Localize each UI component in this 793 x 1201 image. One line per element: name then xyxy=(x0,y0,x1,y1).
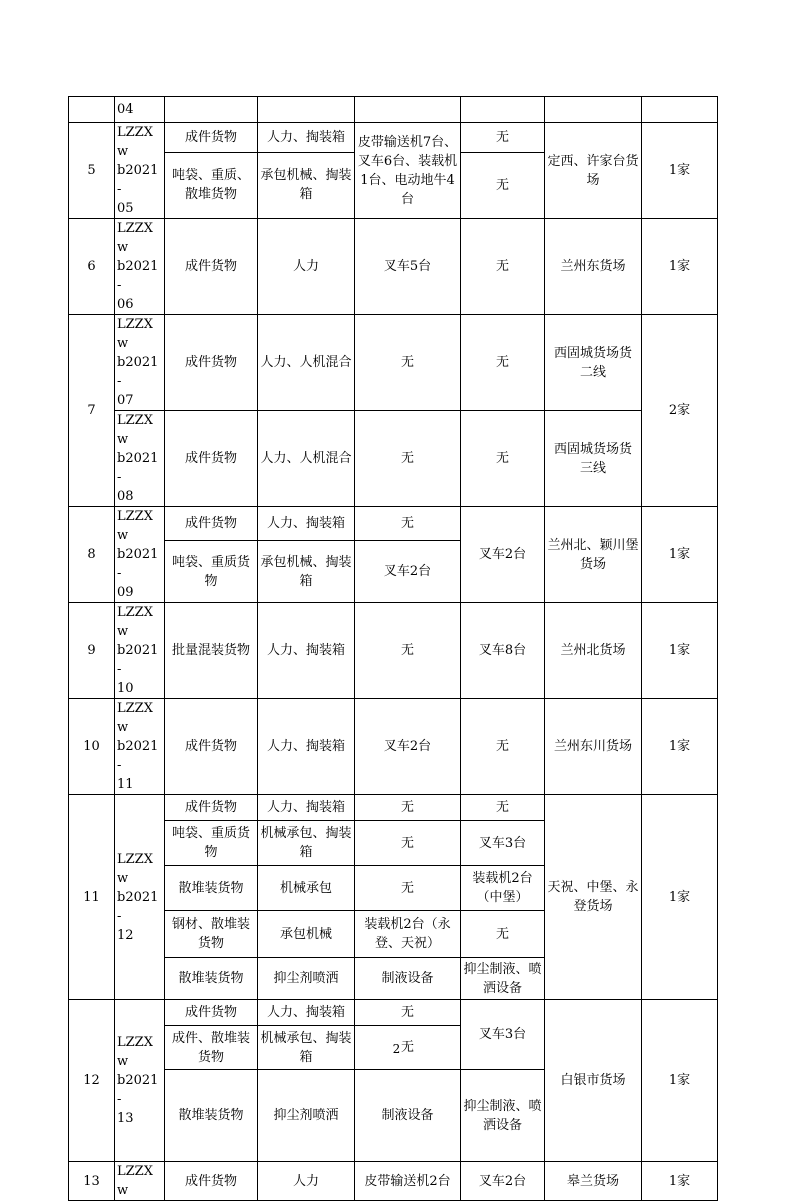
cargo-cell: 成件、散堆装 货物 xyxy=(165,1026,258,1070)
cargo-cell: 成件货物 xyxy=(165,315,258,411)
table-row xyxy=(69,507,718,541)
page-number: 2 xyxy=(392,1042,401,1056)
equipment2-cell: 无 xyxy=(461,315,545,411)
row-number: 13 xyxy=(69,1162,115,1201)
place-cell: 皋兰货场 xyxy=(545,1162,642,1201)
method-cell: 人力、掏装箱 xyxy=(258,795,355,821)
cargo-cell: 成件货物 xyxy=(165,699,258,795)
method-cell: 人力、掏装箱 xyxy=(258,1000,355,1026)
table-row xyxy=(69,219,718,315)
cargo-cell: 成件货物 xyxy=(165,219,258,315)
equipment-cell: 无 xyxy=(355,603,461,699)
cargo-cell: 散堆装货物 xyxy=(165,866,258,911)
method-cell: 人力、人机混合 xyxy=(258,315,355,411)
equipment-cell: 无 xyxy=(355,795,461,821)
row-code: LZZXw xyxy=(115,1162,165,1201)
equipment-cell: 无 xyxy=(355,1026,461,1070)
equipment-cell: 无 xyxy=(355,821,461,866)
row-code: LZZXw b2021- 07 xyxy=(115,315,165,411)
method-cell: 人力、掏装箱 xyxy=(258,123,355,153)
count-cell: 1家 xyxy=(642,219,718,315)
equipment-cell: 皮带输送机7台、 叉车6台、装载机 1台、电动地牛4 台 xyxy=(355,123,461,219)
table-row xyxy=(69,699,718,795)
equipment-cell: 叉车2台 xyxy=(355,541,461,603)
equipment2-cell: 叉车2台 xyxy=(461,507,545,603)
equipment2-cell: 无 xyxy=(461,123,545,153)
method-cell: 人力 xyxy=(258,1162,355,1201)
table-row xyxy=(69,1162,718,1201)
cargo-cell: 成件货物 xyxy=(165,795,258,821)
equipment2-cell: 无 xyxy=(461,795,545,821)
method-cell: 机械承包、掏装 箱 xyxy=(258,821,355,866)
method-cell: 人力、掏装箱 xyxy=(258,507,355,541)
equipment2-cell: 无 xyxy=(461,411,545,507)
equipment2-cell: 叉车3台 xyxy=(461,1000,545,1070)
equipment-cell: 装载机2台（永 登、天祝） xyxy=(355,911,461,958)
equipment-cell: 叉车5台 xyxy=(355,219,461,315)
place-cell: 定西、许家台货 场 xyxy=(545,123,642,219)
place-cell: 兰州北、颖川堡 货场 xyxy=(545,507,642,603)
table-row xyxy=(69,603,718,699)
method-cell: 承包机械、掏装 箱 xyxy=(258,541,355,603)
equipment2-cell: 装载机2台 （中堡） xyxy=(461,866,545,911)
cargo-cell: 成件货物 xyxy=(165,1000,258,1026)
row-number: 10 xyxy=(69,699,115,795)
row-code: LZZXw b2021- 06 xyxy=(115,219,165,315)
count-cell: 1家 xyxy=(642,699,718,795)
cargo-cell: 成件货物 xyxy=(165,507,258,541)
row-number: 9 xyxy=(69,603,115,699)
equipment2-cell: 叉车3台 xyxy=(461,821,545,866)
row-code: LZZXw b2021- 08 xyxy=(115,411,165,507)
cargo-cell: 吨袋、重质、 散堆货物 xyxy=(165,152,258,218)
equipment2-cell: 无 xyxy=(461,152,545,218)
equipment2-cell: 抑尘制液、喷 洒设备 xyxy=(461,1070,545,1162)
cargo-cell: 成件货物 xyxy=(165,1162,258,1201)
place-cell: 西固城货场货 二线 xyxy=(545,315,642,411)
row-number: 6 xyxy=(69,219,115,315)
table-row xyxy=(69,97,718,123)
row-number: 7 xyxy=(69,315,115,507)
table-row xyxy=(69,411,718,507)
cargo-cell: 成件货物 xyxy=(165,411,258,507)
cargo-cell: 散堆装货物 xyxy=(165,1070,258,1162)
place-cell: 天祝、中堡、永 登货场 xyxy=(545,795,642,1000)
equipment-cell: 叉车2台 xyxy=(355,699,461,795)
place-cell: 西固城货场货 三线 xyxy=(545,411,642,507)
method-cell: 承包机械、掏装 箱 xyxy=(258,152,355,218)
row-code: LZZXw b2021- 09 xyxy=(115,507,165,603)
count-cell: 1家 xyxy=(642,507,718,603)
method-cell: 承包机械 xyxy=(258,911,355,958)
table-row xyxy=(69,123,718,153)
count-cell: 1家 xyxy=(642,123,718,219)
count-cell: 1家 xyxy=(642,1162,718,1201)
cargo-cell: 吨袋、重质货 物 xyxy=(165,541,258,603)
method-cell: 抑尘剂喷洒 xyxy=(258,1070,355,1162)
place-cell: 白银市货场 xyxy=(545,1000,642,1162)
equipment-cell: 制液设备 xyxy=(355,1070,461,1162)
method-cell: 人力、掏装箱 xyxy=(258,699,355,795)
equipment-cell: 制液设备 xyxy=(355,958,461,1000)
cargo-cell: 散堆装货物 xyxy=(165,958,258,1000)
cargo-cell: 批量混装货物 xyxy=(165,603,258,699)
equipment-cell: 无 xyxy=(355,411,461,507)
place-cell: 兰州东货场 xyxy=(545,219,642,315)
row-number: 5 xyxy=(69,123,115,219)
row-code: LZZXw b2021- 05 xyxy=(115,123,165,219)
table-row xyxy=(69,1000,718,1026)
row-code: 04 xyxy=(115,97,165,123)
place-cell: 兰州东川货场 xyxy=(545,699,642,795)
count-cell: 1家 xyxy=(642,795,718,1000)
place-cell: 兰州北货场 xyxy=(545,603,642,699)
equipment2-cell: 抑尘制液、喷 洒设备 xyxy=(461,958,545,1000)
row-code: LZZXw b2021- 10 xyxy=(115,603,165,699)
method-cell: 人力 xyxy=(258,219,355,315)
cargo-cell: 吨袋、重质货 物 xyxy=(165,821,258,866)
count-cell: 1家 xyxy=(642,603,718,699)
method-cell: 人力、人机混合 xyxy=(258,411,355,507)
row-code: LZZXw b2021- 13 xyxy=(115,1000,165,1162)
method-cell: 机械承包、掏装 箱 xyxy=(258,1026,355,1070)
method-cell: 人力、掏装箱 xyxy=(258,603,355,699)
equipment-cell: 无 xyxy=(355,315,461,411)
count-cell: 2家 xyxy=(642,315,718,507)
table-row xyxy=(69,315,718,411)
cargo-cell: 成件货物 xyxy=(165,123,258,153)
equipment-cell: 无 xyxy=(355,866,461,911)
equipment2-cell: 叉车2台 xyxy=(461,1162,545,1201)
equipment2-cell: 叉车8台 xyxy=(461,603,545,699)
method-cell: 机械承包 xyxy=(258,866,355,911)
row-code: LZZXw b2021- 12 xyxy=(115,795,165,1000)
table-row xyxy=(69,795,718,821)
equipment2-cell: 无 xyxy=(461,911,545,958)
row-number: 11 xyxy=(69,795,115,1000)
method-cell: 抑尘剂喷洒 xyxy=(258,958,355,1000)
equipment-cell: 无 xyxy=(355,507,461,541)
equipment2-cell: 无 xyxy=(461,219,545,315)
equipment-cell: 皮带输送机2台 xyxy=(355,1162,461,1201)
row-number: 12 xyxy=(69,1000,115,1162)
row-number xyxy=(69,97,115,123)
count-cell: 1家 xyxy=(642,1000,718,1162)
row-code: LZZXw b2021- 11 xyxy=(115,699,165,795)
cargo-handling-table xyxy=(68,96,718,1201)
row-number: 8 xyxy=(69,507,115,603)
equipment-cell: 无 xyxy=(355,1000,461,1026)
equipment2-cell: 无 xyxy=(461,699,545,795)
cargo-cell: 钢材、散堆装 货物 xyxy=(165,911,258,958)
